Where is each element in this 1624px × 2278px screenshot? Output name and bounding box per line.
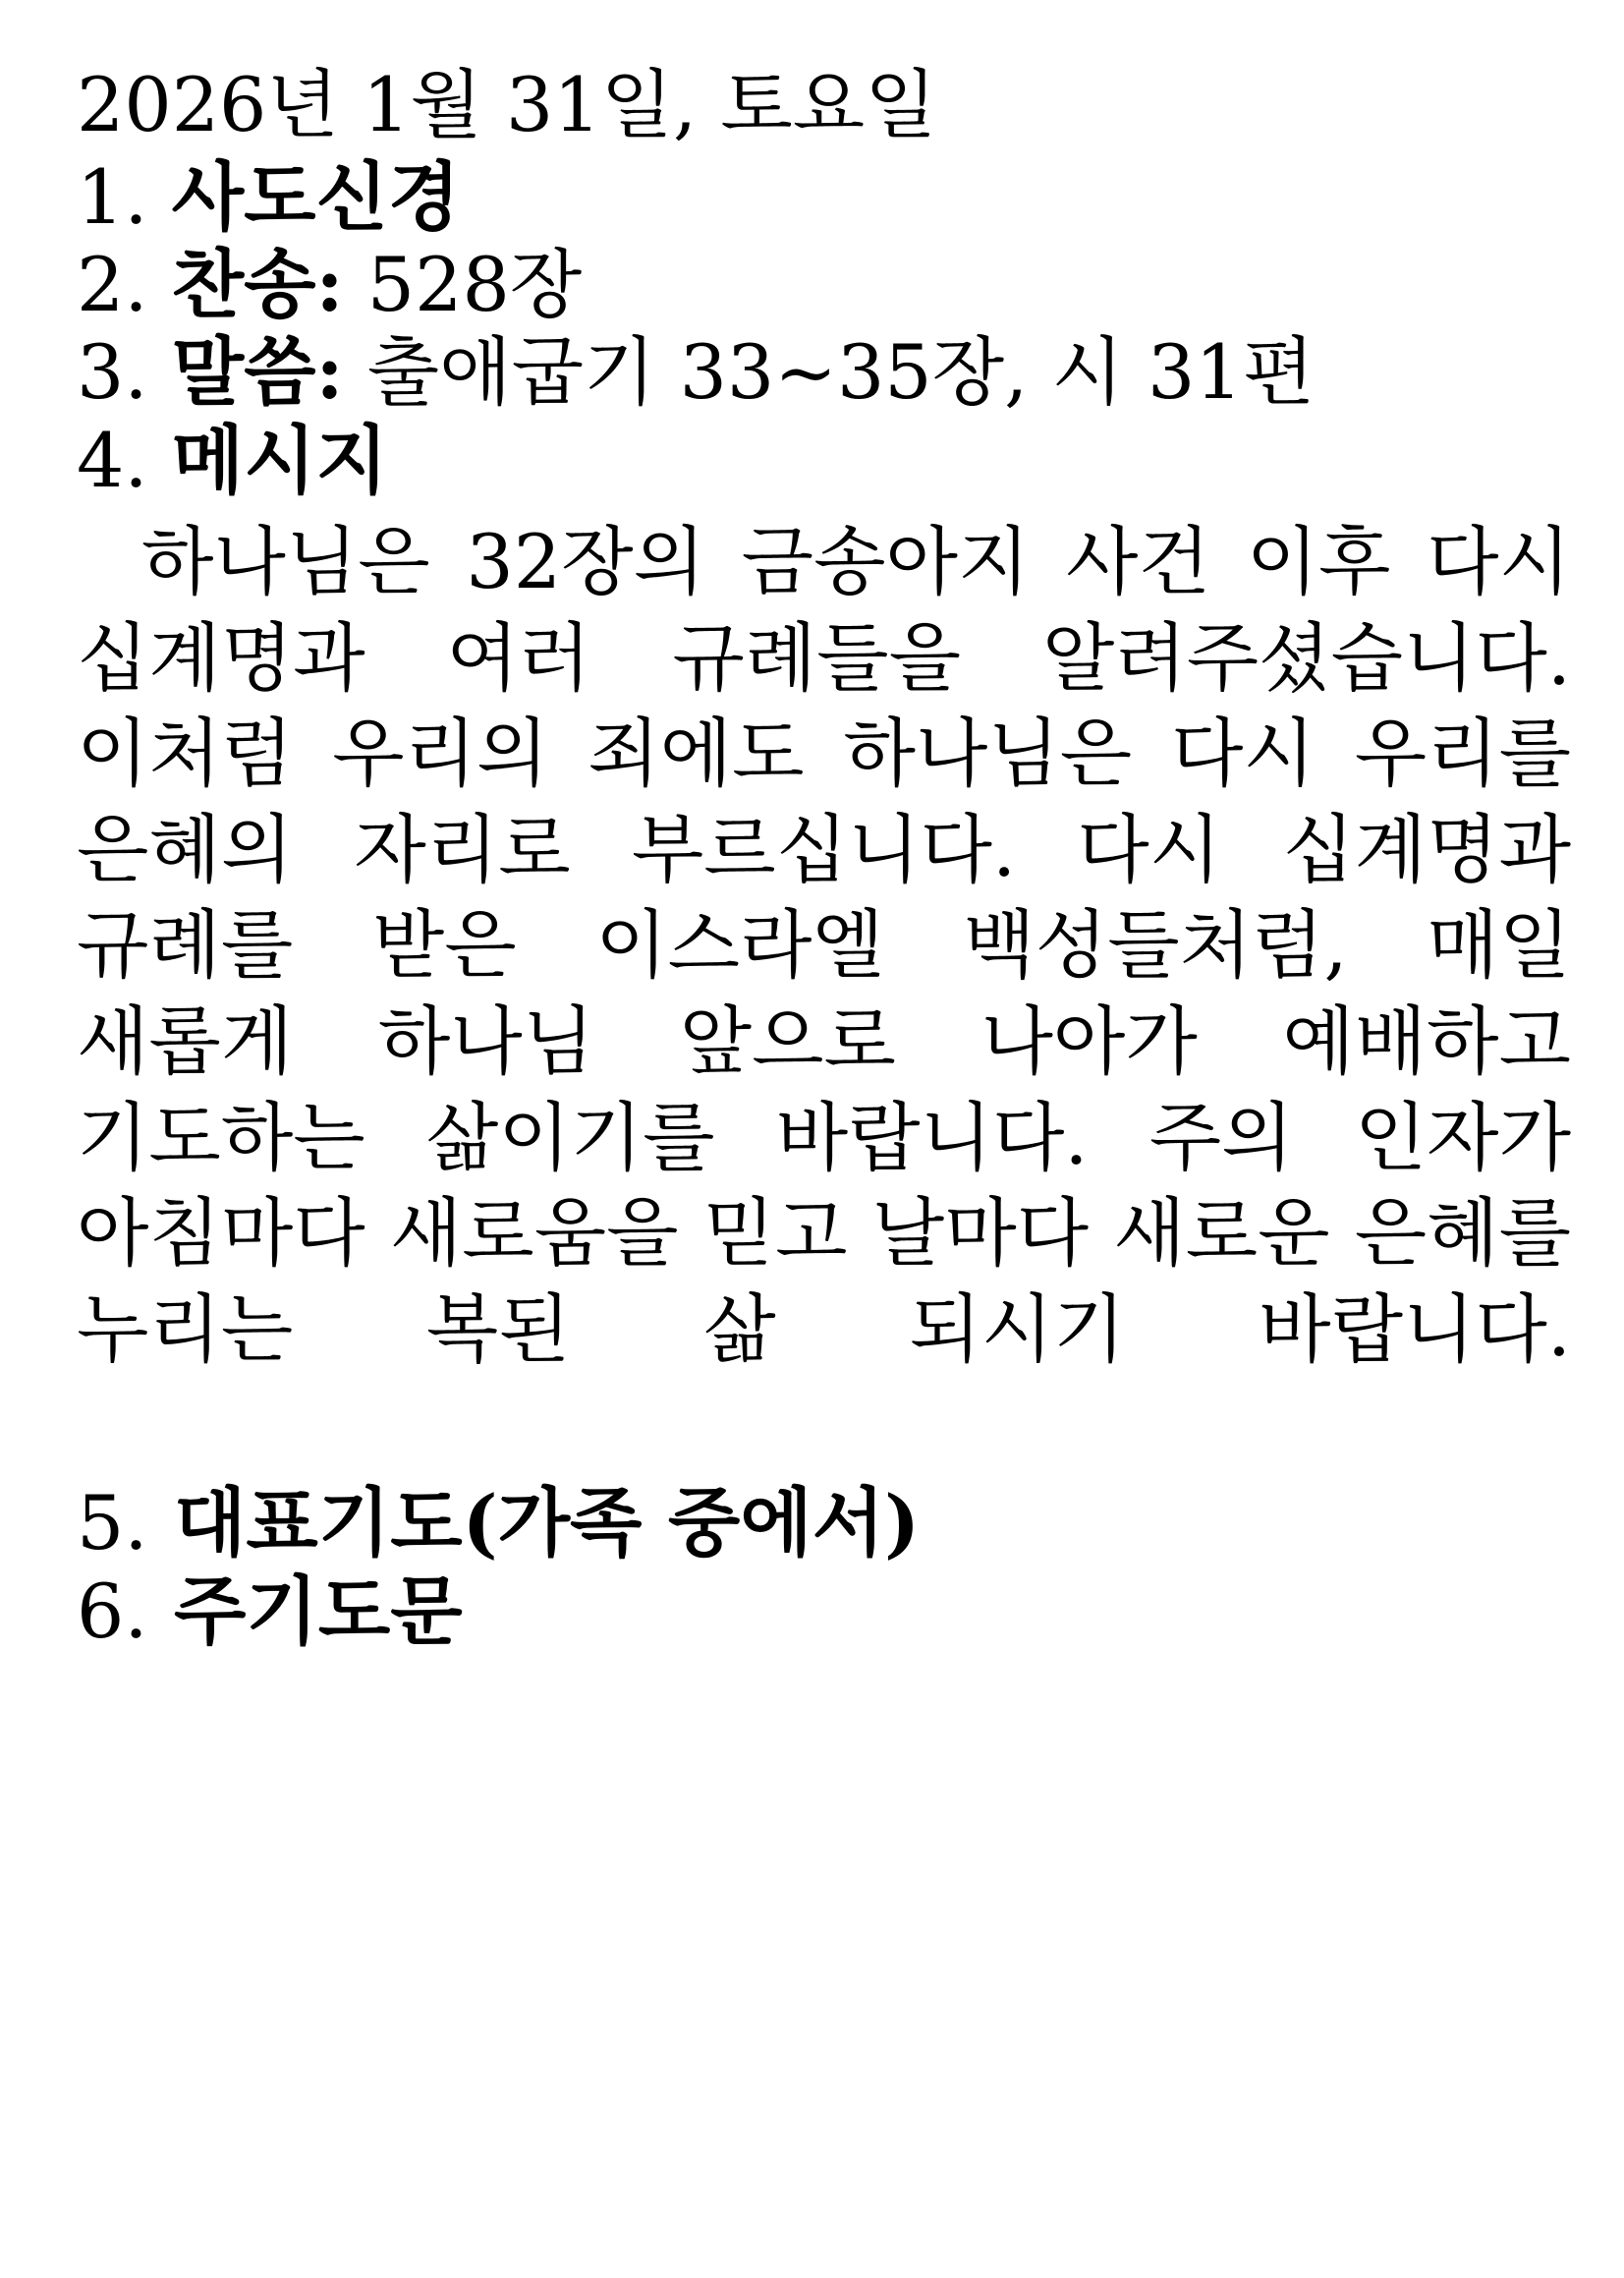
order-item-3-value: 출애굽기 33~35장, 시 31편	[366, 328, 1316, 417]
order-item-5	[77, 1479, 1571, 1566]
order-item-1-label: 사도신경	[171, 152, 461, 241]
message-paragraph: 하나님은 32장의 금송아지 사건 이후 다시 십계명과 여러 규례들을 알려주셨습니다. 이처럼 우리의 죄에도 하나님은 다시 우리를 은혜의 자리로 부르십니다. 다시 십계명과 규례를 받은 이스라엘 백성들처럼, 매일 새롭게 하나님 앞으로 나아가 예배하고 기도하는 삶이기를 바랍니다. 주의 인자가 아침마다 새로움을 믿고 날마다 새로운 은혜를 누리는 복된 삶 되시기 바랍니다.	[77, 517, 1571, 1374]
order-item-5-number: 5.	[77, 1479, 148, 1567]
order-item-6-number: 6.	[77, 1566, 148, 1655]
order-item-1-number: 1.	[77, 152, 148, 241]
order-item-3-number: 3.	[77, 328, 148, 417]
order-item-2-value: 528장	[366, 240, 583, 328]
order-item-2-number: 2.	[77, 240, 148, 328]
order-item-3	[77, 328, 1571, 416]
order-item-3-label: 말씀:	[171, 328, 344, 417]
order-item-2	[77, 241, 1571, 328]
order-item-6	[77, 1567, 1571, 1655]
order-item-4-number: 4.	[77, 416, 148, 504]
order-item-5-label: 대표기도(가족 중에서)	[173, 1479, 921, 1567]
order-item-4-label: 메시지	[171, 416, 388, 504]
order-item-2-label: 찬송:	[171, 240, 344, 328]
order-item-1	[77, 153, 1571, 241]
order-item-4	[77, 417, 1571, 504]
date-heading: 2026년 1월 31일, 토요일	[77, 61, 937, 148]
order-item-6-label: 주기도문	[173, 1566, 463, 1655]
